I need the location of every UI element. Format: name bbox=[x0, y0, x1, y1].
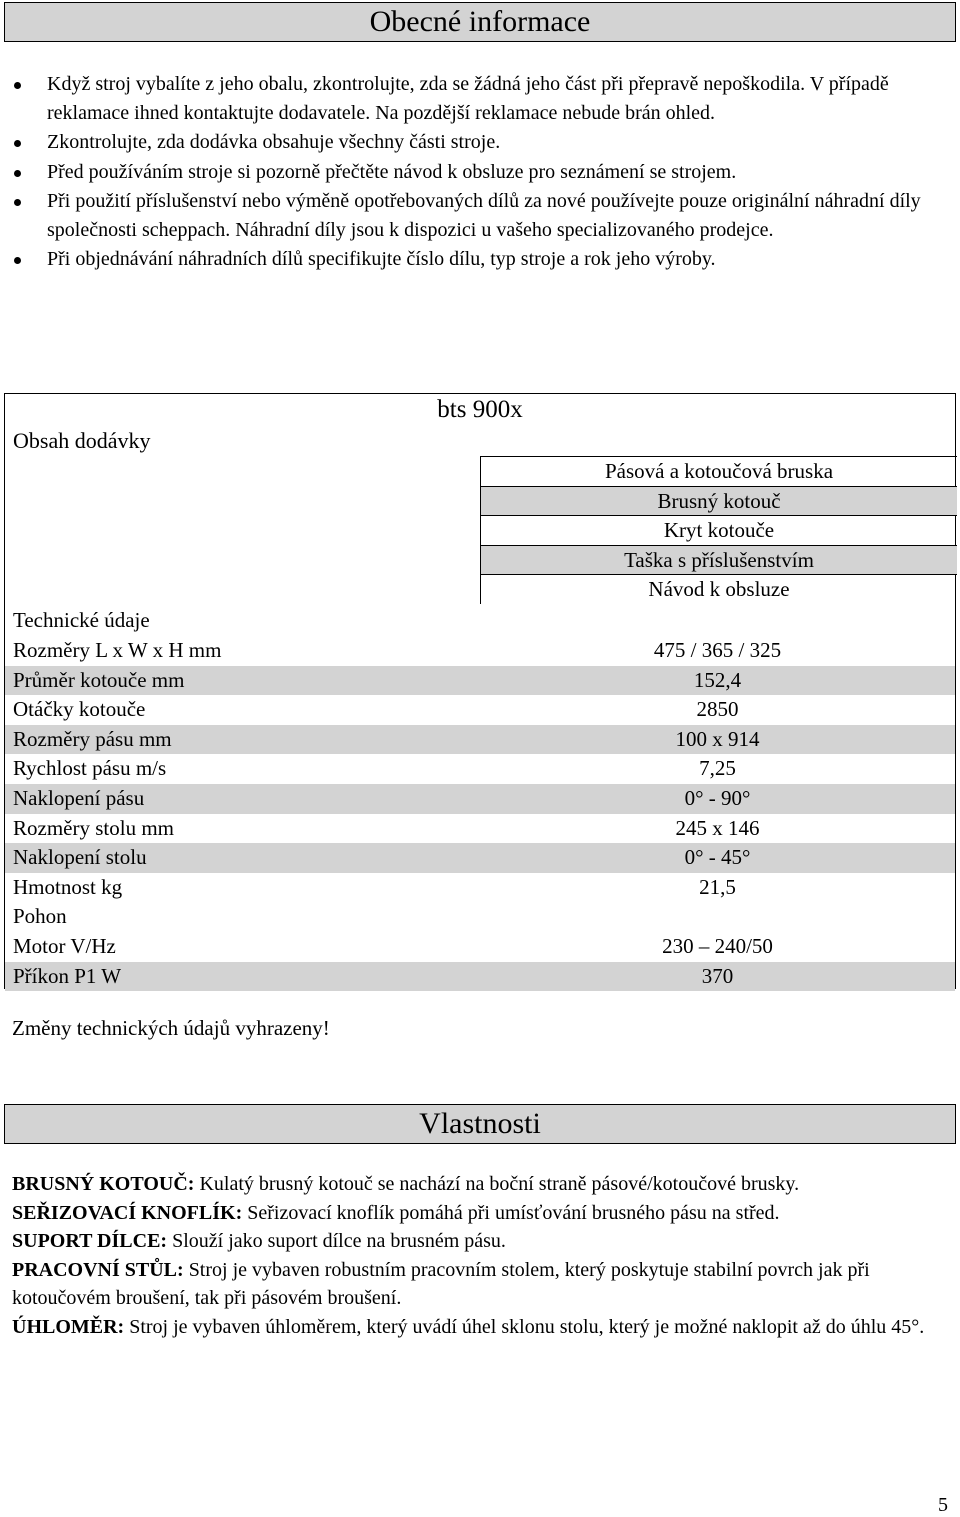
row-value: 21,5 bbox=[699, 874, 736, 899]
table-row bbox=[5, 636, 955, 666]
feature-text: Seřizovací knoflík pomáhá při umísťování brusného pásu na střed. bbox=[242, 1201, 780, 1224]
table-row bbox=[5, 814, 955, 844]
row-value bbox=[480, 902, 955, 932]
table-row bbox=[5, 902, 955, 932]
scope-title: Obsah dodávky bbox=[13, 428, 151, 453]
row-label: Pohon bbox=[13, 904, 67, 929]
table-row bbox=[5, 962, 955, 992]
row-value: 7,25 bbox=[699, 756, 736, 781]
section-title-features: Vlastnosti bbox=[4, 1104, 956, 1144]
row-label: Otáčky kotouče bbox=[13, 697, 146, 722]
row-label: Motor V/Hz bbox=[13, 933, 116, 958]
scope-item: Pásová a kotoučová bruska bbox=[480, 456, 957, 486]
table-row bbox=[5, 843, 955, 873]
row-label: Rychlost pásu m/s bbox=[13, 756, 167, 781]
table-row bbox=[5, 754, 955, 784]
table-row bbox=[5, 725, 955, 755]
row-value: 100 x 914 bbox=[480, 725, 955, 755]
feature-item bbox=[12, 1313, 932, 1342]
row-label: Naklopení stolu bbox=[5, 843, 480, 873]
row-label: Příkon P1 W bbox=[5, 962, 480, 992]
feature-item bbox=[12, 1199, 932, 1228]
row-value: 370 bbox=[480, 962, 955, 992]
feature-text: Slouží jako suport dílce na brusném pásu. bbox=[167, 1230, 506, 1252]
tech-title: Technické údaje bbox=[13, 608, 150, 632]
row-value: 0° - 90° bbox=[480, 784, 955, 814]
row-label: Rozměry L x W x H mm bbox=[13, 638, 222, 662]
row-value: 0° - 45° bbox=[480, 843, 955, 873]
general-info-list bbox=[10, 70, 930, 274]
table-row bbox=[5, 873, 955, 903]
scope-item: Taška s příslušenstvím bbox=[480, 545, 957, 575]
scope-item: Návod k obsluze bbox=[480, 574, 957, 604]
list-item: Před používáním stroje si pozorně přečtěte návod k obsluze pro seznámení se strojem. bbox=[10, 158, 930, 187]
tech-rows bbox=[5, 636, 955, 991]
row-label: Rozměry stolu mm bbox=[13, 815, 174, 840]
spec-table bbox=[4, 393, 956, 989]
feature-term: PRACOVNÍ STŮL: bbox=[12, 1258, 184, 1281]
feature-term: ÚHLOMĚR: bbox=[12, 1315, 125, 1338]
row-label: Naklopení pásu bbox=[5, 784, 480, 814]
feature-item bbox=[12, 1256, 932, 1313]
feature-text: Stroj je vybaven úhloměrem, který uvádí úhel sklonu stolu, který je možné naklopit až do úhlu 45°. bbox=[124, 1315, 925, 1338]
feature-item bbox=[12, 1170, 932, 1199]
scope-item: Brusný kotouč bbox=[480, 486, 957, 516]
feature-text: Stroj je vybaven robustním pracovním stolem, který poskytuje stabilní povrch jak při kotoučovém broušení, tak při pásovém broušení. bbox=[12, 1258, 870, 1309]
section-title-general: Obecné informace bbox=[4, 2, 956, 42]
list-item: Při použití příslušenství nebo výměně opotřebovaných dílů za nové používejte pouze originální náhradní díly společnosti scheppach. Náhradní díly jsou k dispozici u vašeho specializovaného prodejce. bbox=[10, 187, 930, 245]
row-label: Rozměry pásu mm bbox=[5, 725, 480, 755]
row-value: 152,4 bbox=[480, 666, 955, 696]
table-row bbox=[5, 932, 955, 962]
feature-term: BRUSNÝ KOTOUČ: bbox=[12, 1173, 195, 1195]
row-value: 475 / 365 / 325 bbox=[653, 638, 782, 662]
table-row bbox=[5, 784, 955, 814]
feature-item bbox=[12, 1227, 932, 1256]
row-value: 230 – 240/50 bbox=[662, 933, 773, 958]
row-value: 245 x 146 bbox=[675, 815, 760, 840]
spec-note: Změny technických údajů vyhrazeny! bbox=[12, 1016, 330, 1040]
scope-item: Kryt kotouče bbox=[480, 515, 957, 545]
page-number: 5 bbox=[938, 1494, 948, 1516]
table-row bbox=[5, 666, 955, 696]
feature-term: SEŘIZOVACÍ KNOFLÍK: bbox=[12, 1201, 243, 1224]
row-label: Hmotnost kg bbox=[13, 874, 123, 899]
list-item: Při objednávání náhradních dílů specifikujte číslo dílu, typ stroje a rok jeho výroby. bbox=[10, 245, 930, 274]
scope-list bbox=[480, 456, 957, 606]
table-row bbox=[5, 695, 955, 725]
feature-term: SUPORT DÍLCE: bbox=[12, 1230, 168, 1252]
feature-text: Kulatý brusný kotouč se nachází na boční straně pásové/kotoučové brusky. bbox=[194, 1173, 800, 1195]
row-value: 2850 bbox=[696, 697, 739, 722]
list-item: Zkontrolujte, zda dodávka obsahuje všechny části stroje. bbox=[10, 128, 930, 157]
features-list bbox=[12, 1170, 932, 1341]
list-item: Když stroj vybalíte z jeho obalu, zkontrolujte, zda se žádná jeho část při přepravě nepoškodila. V případě reklamace ihned kontaktujte dodavatele. Na pozdější reklamace nebude brán ohled. bbox=[10, 70, 930, 128]
row-label: Průměr kotouče mm bbox=[5, 666, 480, 696]
model-name: bts 900x bbox=[437, 396, 523, 423]
